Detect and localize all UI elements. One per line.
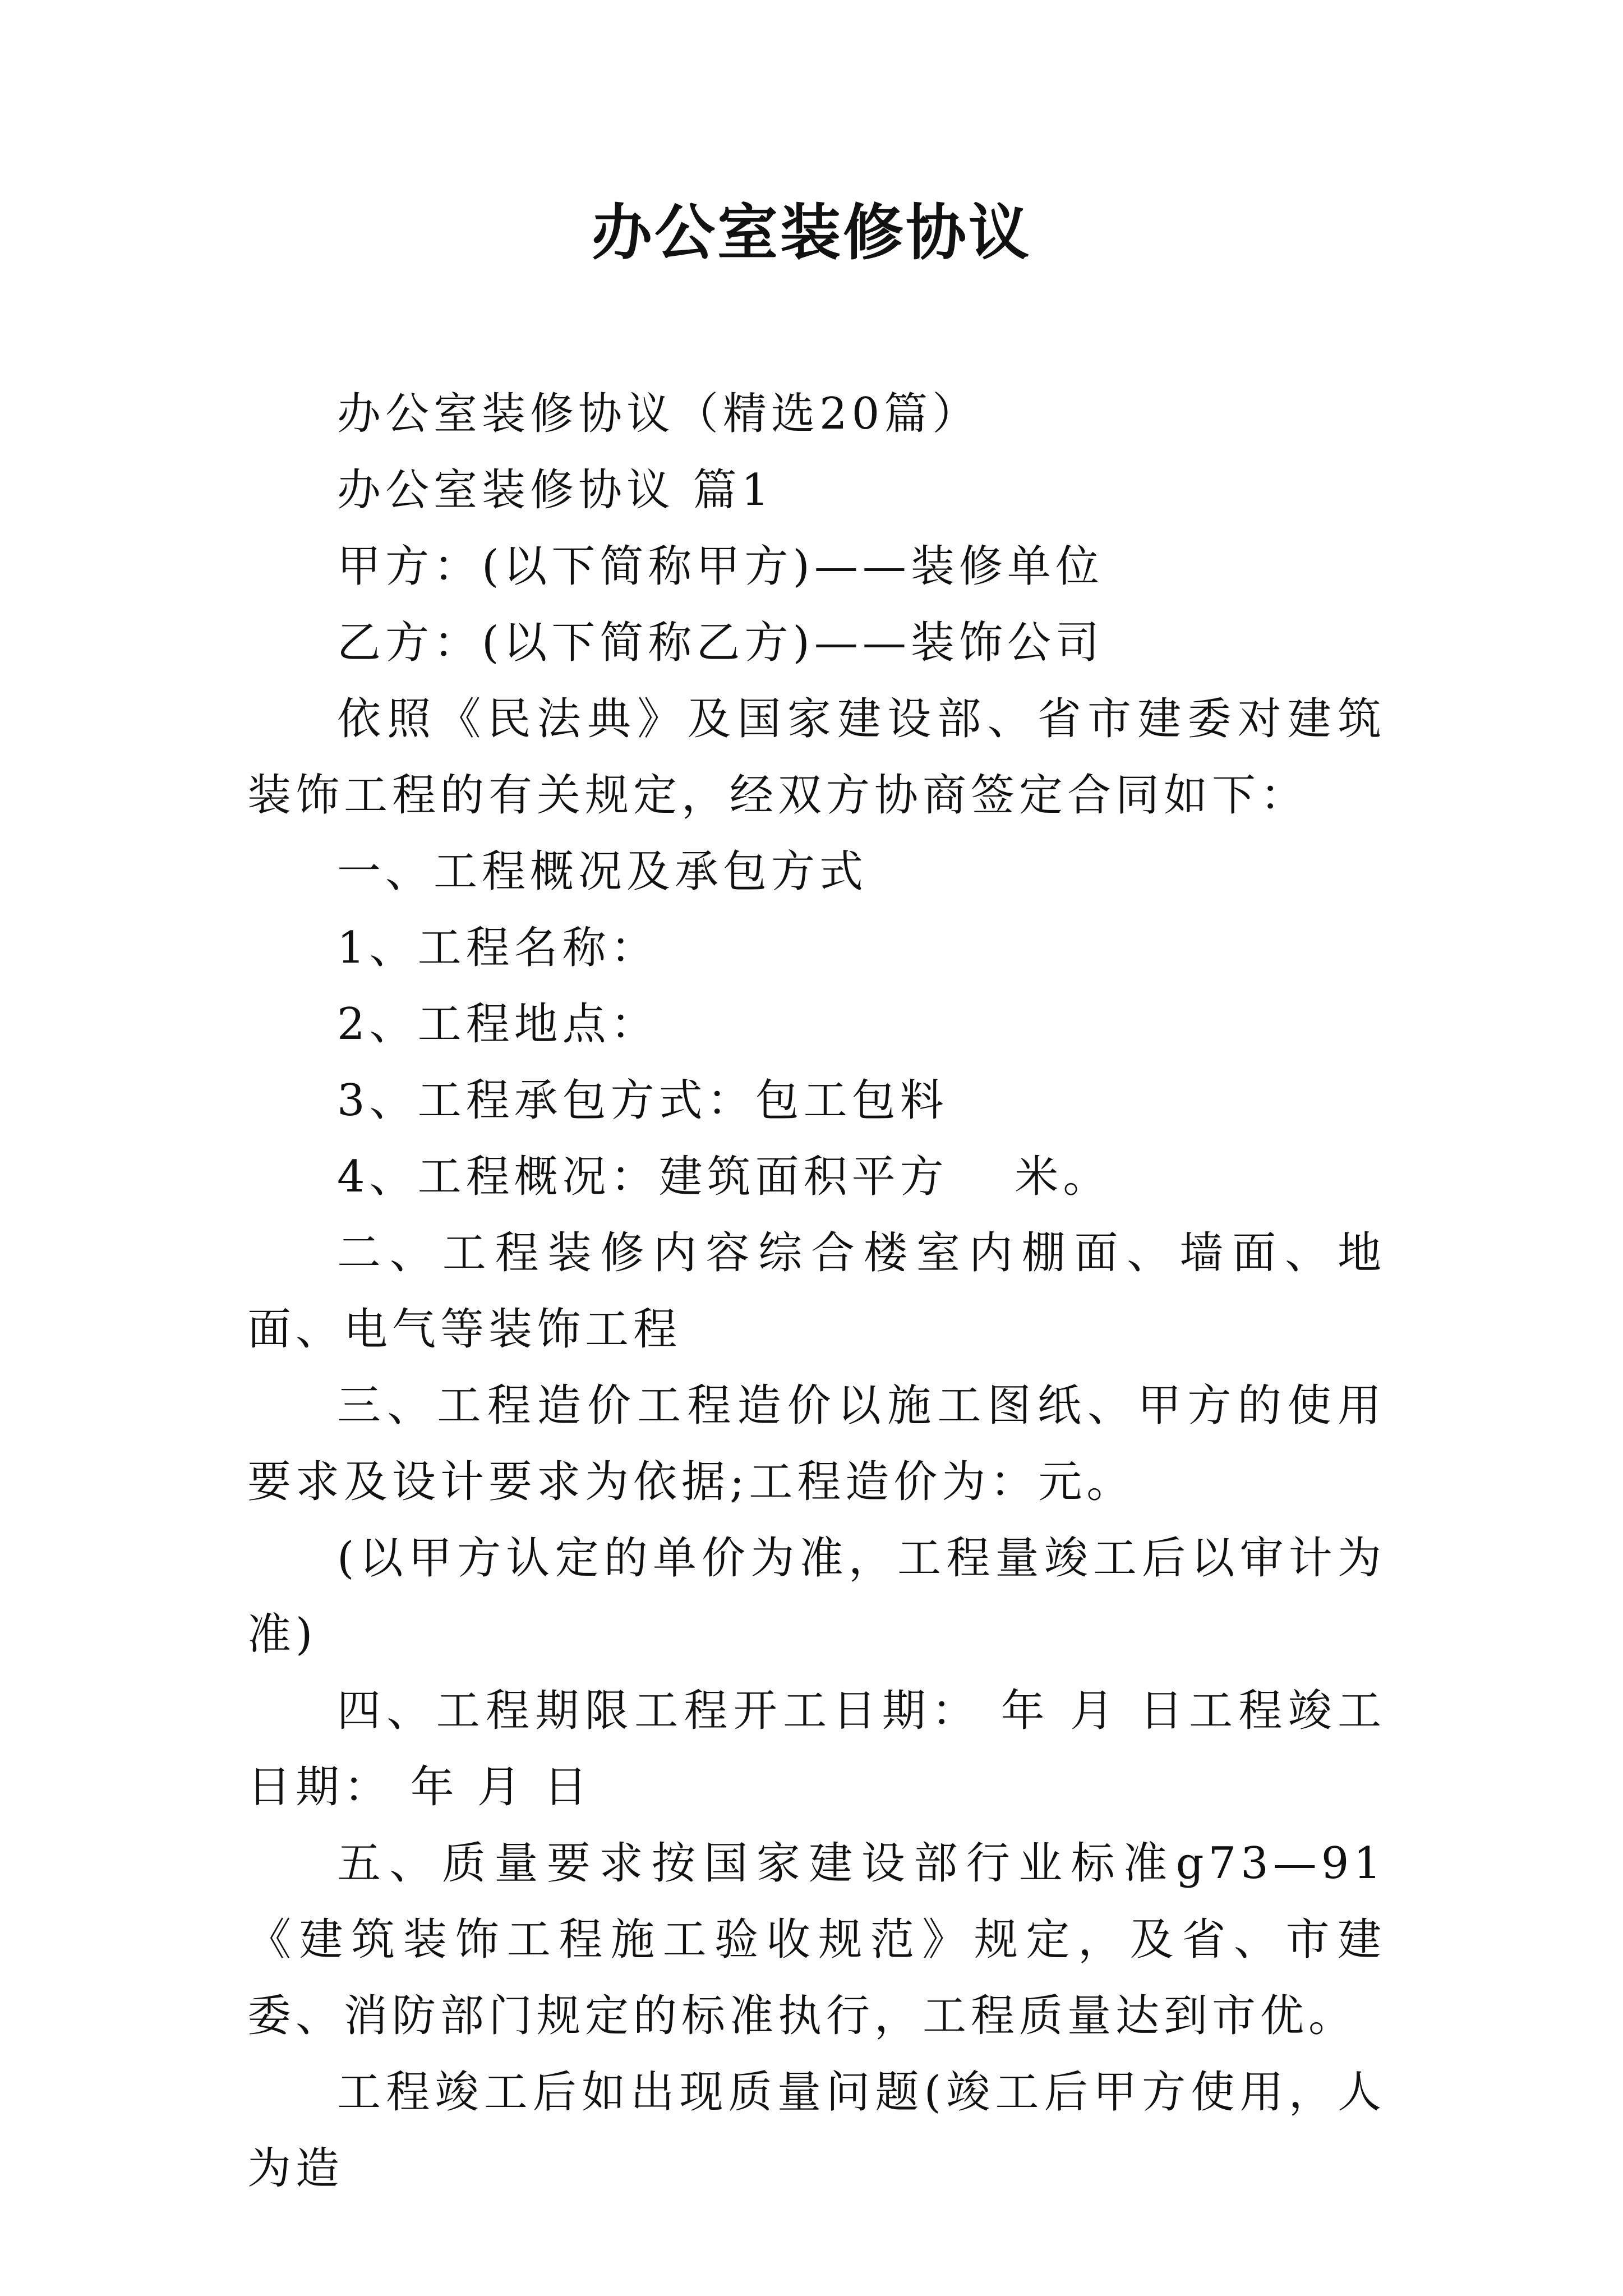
- paragraph-subtitle: 办公室装修协议（精选20篇）: [337, 389, 981, 439]
- paragraph-clause-2: 二、工程装修内容综合楼室内棚面、墙面、地面、电气等装饰工程: [247, 1228, 1386, 1355]
- paragraph-project-overview: 4、工程概况：建筑面积平方 米。: [337, 1152, 1112, 1202]
- paragraph-price-note: (以甲方认定的单价为准，工程量竣工后以审计为准): [247, 1533, 1386, 1660]
- paragraph-clause-5: 五、质量要求按国家建设部行业标准g73—91《建筑装饰工程施工验收规范》规定，及省、市建委、消防部门规定的标准执行，工程质量达到市优。: [247, 1838, 1386, 2041]
- paragraph-clause-1: 一、工程概况及承包方式: [337, 846, 868, 897]
- paragraph-party-a: 甲方：(以下简称甲方)——装修单位: [337, 541, 1104, 592]
- paragraph-clause-3: 三、工程造价工程造价以施工图纸、甲方的使用要求及设计要求为依据;工程造价为：元。: [247, 1381, 1386, 1507]
- paragraph-project-name: 1、工程名称：: [337, 923, 659, 973]
- paragraph-preamble: 依照《民法典》及国家建设部、省市建委对建筑装饰工程的有关规定，经双方协商签定合同如下：: [247, 694, 1386, 821]
- paragraph-contract-method: 3、工程承包方式：包工包料: [337, 1075, 948, 1126]
- paragraph-quality-issue: 工程竣工后如出现质量问题(竣工后甲方使用，人为造: [247, 2067, 1386, 2194]
- paragraph-clause-4: 四、工程期限工程开工日期： 年 月 日工程竣工日期： 年 月 日: [247, 1686, 1386, 1812]
- document-body: [247, 376, 1386, 2207]
- paragraph-section-heading: 办公室装修协议 篇1: [337, 465, 774, 516]
- document-title: 办公室装修协议: [591, 197, 1031, 268]
- paragraph-party-b: 乙方：(以下简称乙方)——装饰公司: [337, 618, 1104, 668]
- paragraph-project-location: 2、工程地点：: [337, 999, 659, 1050]
